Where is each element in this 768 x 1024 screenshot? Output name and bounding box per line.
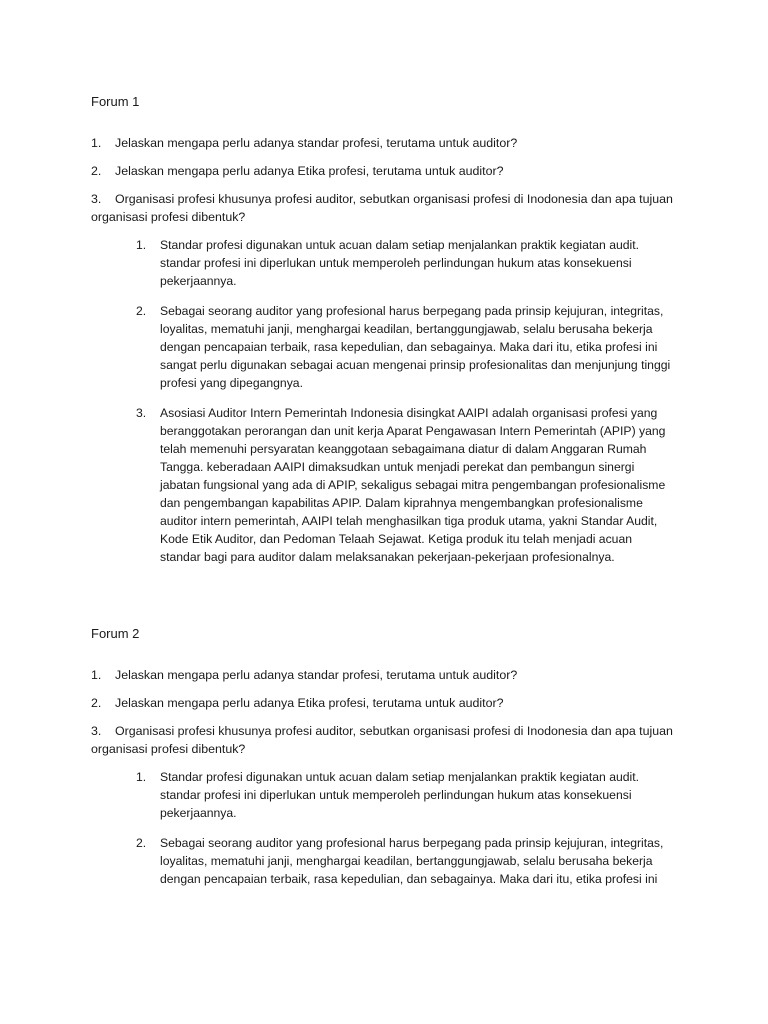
question-2 xyxy=(91,162,691,180)
question-2 xyxy=(91,694,691,712)
forum-title: Forum 2 xyxy=(91,626,140,641)
answer-item-1 xyxy=(136,768,676,822)
forum-section-2 xyxy=(91,625,691,900)
answer-number: 2. xyxy=(136,836,147,850)
forum-title: Forum 1 xyxy=(91,94,140,109)
question-number: 2. xyxy=(91,696,102,710)
question-text: Jelaskan mengapa perlu adanya Etika profesi, terutama untuk auditor? xyxy=(115,164,504,178)
answer-item-1 xyxy=(136,236,676,290)
question-number: 3. xyxy=(91,724,102,738)
answer-text: Sebagai seorang auditor yang profesional harus berpegang pada prinsip kejujuran, integritas, loyalitas, mematuhi janji, menghargai keadilan, bertanggungjawab, selalu berusaha bekerja dengan pencapaian terbaik, rasa kepedulian, dan sebagainya. Maka dari itu, etika profesi ini sangat perlu digunakan sebagai acuan mengenai prinsip profesionalitas dan menjunjung tinggi profesi yang dipegangnya. xyxy=(160,304,671,390)
answer-text: Standar profesi digunakan untuk acuan dalam setiap menjalankan praktik kegiatan audit. standar profesi ini diperlukan untuk memperoleh perlindungan hukum atas konsekuensi pekerjaannya. xyxy=(160,770,640,820)
question-number: 2. xyxy=(91,164,102,178)
question-3 xyxy=(91,722,691,758)
answer-number: 1. xyxy=(136,238,147,252)
question-text: Jelaskan mengapa perlu adanya standar profesi, terutama untuk auditor? xyxy=(115,668,518,682)
question-number: 3. xyxy=(91,192,102,206)
answer-number: 2. xyxy=(136,304,147,318)
answer-text: Asosiasi Auditor Intern Pemerintah Indonesia disingkat AAIPI adalah organisasi profesi yang beranggotakan perorangan dan unit kerja Aparat Pengawasan Intern Pemerintah (APIP) yang telah memenuhi persyaratan keanggotaan sebagaimana diatur di dalam Anggaran Rumah Tangga. keberadaan AAIPI dimaksudkan untuk menjadi perekat dan pembangun sinergi jabatan fungsional yang ada di APIP, sekaligus sebagai mitra pengembangan profesionalisme dan pengembangan kapabilitas APIP. Dalam kiprahnya mengembangkan profesionalisme auditor intern pemerintah, AAIPI telah menghasilkan tiga produk utama, yakni Standar Audit, Kode Etik Auditor, dan Pedoman Telaah Sejawat. Ketiga produk itu telah menjadi acuan standar bagi para auditor dalam melaksanakan pekerjaan-pekerjaan profesionalnya. xyxy=(160,406,666,564)
question-text: Jelaskan mengapa perlu adanya Etika profesi, terutama untuk auditor? xyxy=(115,696,504,710)
question-number: 1. xyxy=(91,136,102,150)
question-text: Organisasi profesi khusunya profesi auditor, sebutkan organisasi profesi di Inodonesia dan apa tujuan organisasi profesi dibentuk? xyxy=(91,192,673,224)
question-text: Organisasi profesi khusunya profesi auditor, sebutkan organisasi profesi di Inodonesia dan apa tujuan organisasi profesi dibentuk? xyxy=(91,724,673,756)
answer-number: 1. xyxy=(136,770,147,784)
answer-list xyxy=(136,768,676,888)
question-text: Jelaskan mengapa perlu adanya standar profesi, terutama untuk auditor? xyxy=(115,136,518,150)
answer-text: Standar profesi digunakan untuk acuan dalam setiap menjalankan praktik kegiatan audit. standar profesi ini diperlukan untuk memperoleh perlindungan hukum atas konsekuensi pekerjaannya. xyxy=(160,238,640,288)
answer-text: Sebagai seorang auditor yang profesional harus berpegang pada prinsip kejujuran, integritas, loyalitas, mematuhi janji, menghargai keadilan, bertanggungjawab, selalu berusaha bekerja dengan pencapaian terbaik, rasa kepedulian, dan sebagainya. Maka dari itu, etika profesi ini xyxy=(160,836,664,886)
question-1 xyxy=(91,666,691,684)
answer-item-2 xyxy=(136,834,676,888)
answer-list xyxy=(136,236,676,566)
question-1 xyxy=(91,134,691,152)
question-number: 1. xyxy=(91,668,102,682)
answer-item-2 xyxy=(136,302,676,392)
answer-number: 3. xyxy=(136,406,147,420)
answer-item-3 xyxy=(136,404,676,566)
forum-section-1 xyxy=(91,93,691,578)
question-3 xyxy=(91,190,691,226)
